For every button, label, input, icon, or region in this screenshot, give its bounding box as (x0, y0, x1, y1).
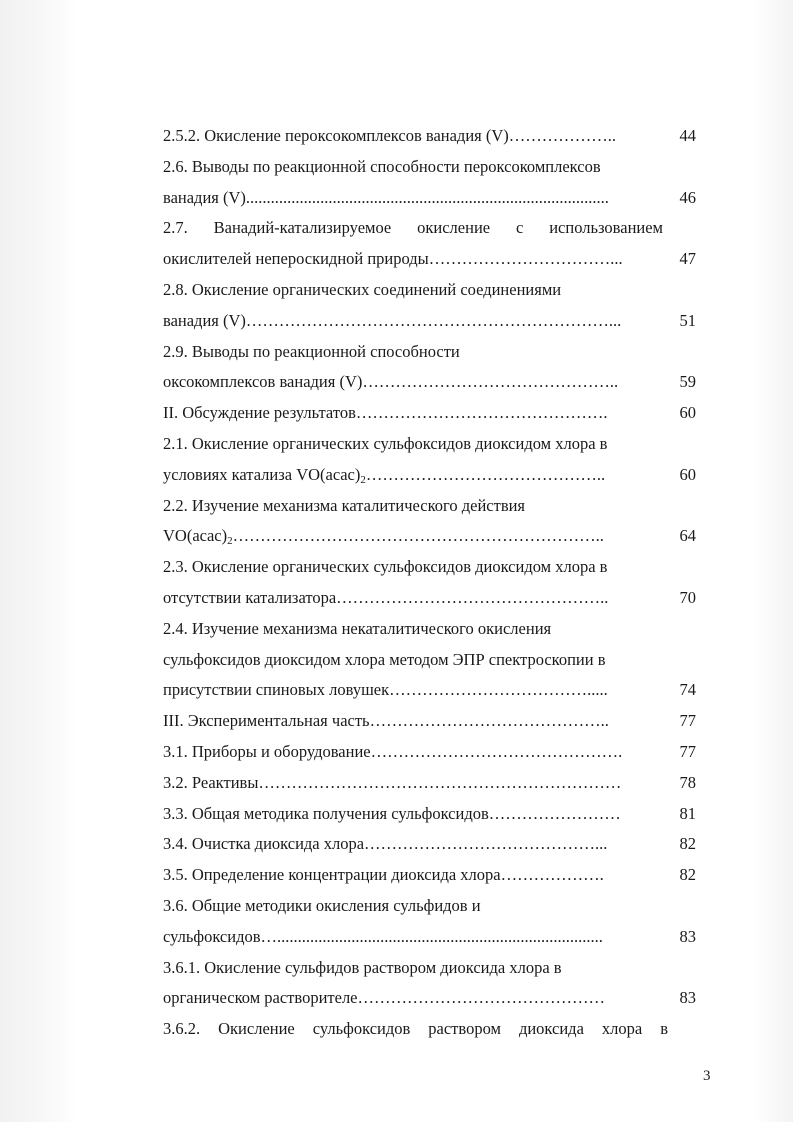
toc-entry-text: 3.2. Реактивы………………………………………………………… (163, 772, 622, 792)
toc-page-number: 60 (679, 464, 696, 484)
toc-page-number: 59 (679, 372, 696, 392)
toc-page-number: 78 (679, 772, 696, 792)
toc-entry-text: 3.4. Очистка диоксида хлора……………………………………... (163, 834, 608, 854)
toc-entry-text: III. Экспериментальная часть…………………………………….. (163, 711, 609, 731)
toc-line (163, 645, 696, 676)
toc-line (163, 552, 696, 583)
page-number: 3 (703, 1068, 711, 1084)
toc-line (163, 306, 696, 337)
toc-entry-text: 2.5.2. Окисление пероксокомплексов ванадия (V)……………….. (163, 126, 617, 145)
toc-entry-text: ванадия (V)…………………………………………………………... (163, 310, 622, 330)
toc-page-number: 83 (679, 926, 696, 946)
toc-page-number: 46 (679, 187, 696, 207)
toc-line (163, 953, 696, 984)
toc-line (163, 922, 696, 953)
toc-line (163, 983, 696, 1014)
toc-entry-text: 2.9. Выводы по реакционной способности (163, 341, 460, 361)
toc-page-number: 77 (679, 711, 696, 731)
toc-entry-text (163, 521, 604, 552)
toc-leader-dots: …………………………………….. (365, 464, 606, 484)
toc-entry-text: 3.6. Общие методики окисления сульфидов и (163, 895, 481, 915)
toc-entry-text: 3.3. Общая методика получения сульфоксидов…………………… (163, 803, 621, 823)
toc-entry-text: 3.5. Определение концентрации диоксида хлора………………. (163, 865, 604, 885)
toc-page-number: 74 (679, 680, 696, 700)
toc-entry-text: окислителей непероскидной природы……………………………... (163, 249, 623, 269)
toc-entry-text: 2.1. Окисление органических сульфоксидов диоксидом хлора в (163, 433, 608, 453)
toc-line (163, 337, 696, 368)
toc-entry-text: 3.6.1. Окисление сульфидов раствором диоксида хлора в (163, 957, 562, 977)
toc-line (163, 860, 696, 891)
toc-line (163, 152, 696, 183)
toc-line (163, 275, 696, 306)
toc-line (163, 583, 696, 614)
toc-line (163, 706, 696, 737)
toc-entry-text: 2.6. Выводы по реакционной способности пероксокомплексов (163, 156, 601, 176)
toc-line (163, 829, 696, 860)
toc-page-number: 82 (679, 834, 696, 854)
toc-line (163, 491, 696, 522)
toc-entry-text: сульфоксидов…............................................................................... (163, 926, 603, 946)
toc-line (163, 614, 696, 645)
toc-entry-text: 2.7. Ванадий-катализируемое окисление с использованием (163, 218, 663, 238)
toc-entry-text: 2.3. Окисление органических сульфоксидов диоксидом хлора в (163, 557, 608, 577)
toc-line (163, 521, 696, 552)
toc-line (163, 799, 696, 830)
toc-line (163, 429, 696, 460)
toc-page-number: 77 (679, 741, 696, 761)
toc-line (163, 213, 696, 244)
scan-shadow-left (0, 0, 78, 1122)
toc-leader-dots: ………………………………………………………….. (232, 526, 604, 546)
toc-entry-text: 2.4. Изучение механизма некаталитического окисления (163, 618, 552, 638)
toc-line (163, 737, 696, 768)
table-of-contents (163, 121, 696, 1045)
toc-page-number: 82 (679, 865, 696, 885)
toc-line (163, 121, 696, 152)
toc-entry-text: 3.1. Приборы и оборудование………………………………………. (163, 741, 623, 761)
toc-entry-text: ванадия (V)........................................................................................ (163, 187, 609, 207)
toc-line (163, 1014, 696, 1045)
formula-text: условиях катализа VO(acac) (163, 464, 361, 484)
toc-page-number: 64 (679, 526, 696, 546)
toc-entry-text: 2.8. Окисление органических соединений соединениями (163, 279, 562, 299)
toc-entry-text: отсутствии катализатора………………………………………….. (163, 587, 609, 607)
scan-shadow-right (753, 0, 793, 1122)
toc-line (163, 367, 696, 398)
toc-entry-text (163, 460, 605, 491)
formula-subscript: 2 (360, 473, 366, 486)
toc-page-number: 60 (679, 403, 696, 423)
formula-text: VO(acac) (163, 526, 228, 546)
toc-entry-text: 2.2. Изучение механизма каталитического действия (163, 495, 526, 515)
toc-entry-text: органическом растворителе……………………………………… (163, 988, 605, 1008)
toc-entry-text: сульфоксидов диоксидом хлора методом ЭПР спектроскопии в (163, 649, 606, 669)
toc-page-number: 44 (679, 126, 696, 145)
toc-entry-text: 3.6.2. Окисление сульфоксидов раствором диоксида хлора в (163, 1019, 668, 1039)
toc-line (163, 675, 696, 706)
toc-line (163, 244, 696, 275)
toc-entry-text: присутствии спиновых ловушек………………………………..... (163, 680, 608, 700)
formula-subscript: 2 (227, 535, 233, 548)
toc-page-number: 70 (679, 587, 696, 607)
toc-page-number: 51 (679, 310, 696, 330)
toc-line (163, 398, 696, 429)
toc-page-number: 83 (679, 988, 696, 1008)
toc-line (163, 891, 696, 922)
toc-line (163, 460, 696, 491)
toc-page-number: 47 (679, 249, 696, 269)
toc-entry-text: II. Обсуждение результатов………………………………………. (163, 403, 608, 423)
toc-page-number: 81 (679, 803, 696, 823)
toc-entry-text: оксокомплексов ванадия (V)……………………………………….. (163, 372, 619, 392)
toc-line (163, 183, 696, 214)
toc-line (163, 768, 696, 799)
